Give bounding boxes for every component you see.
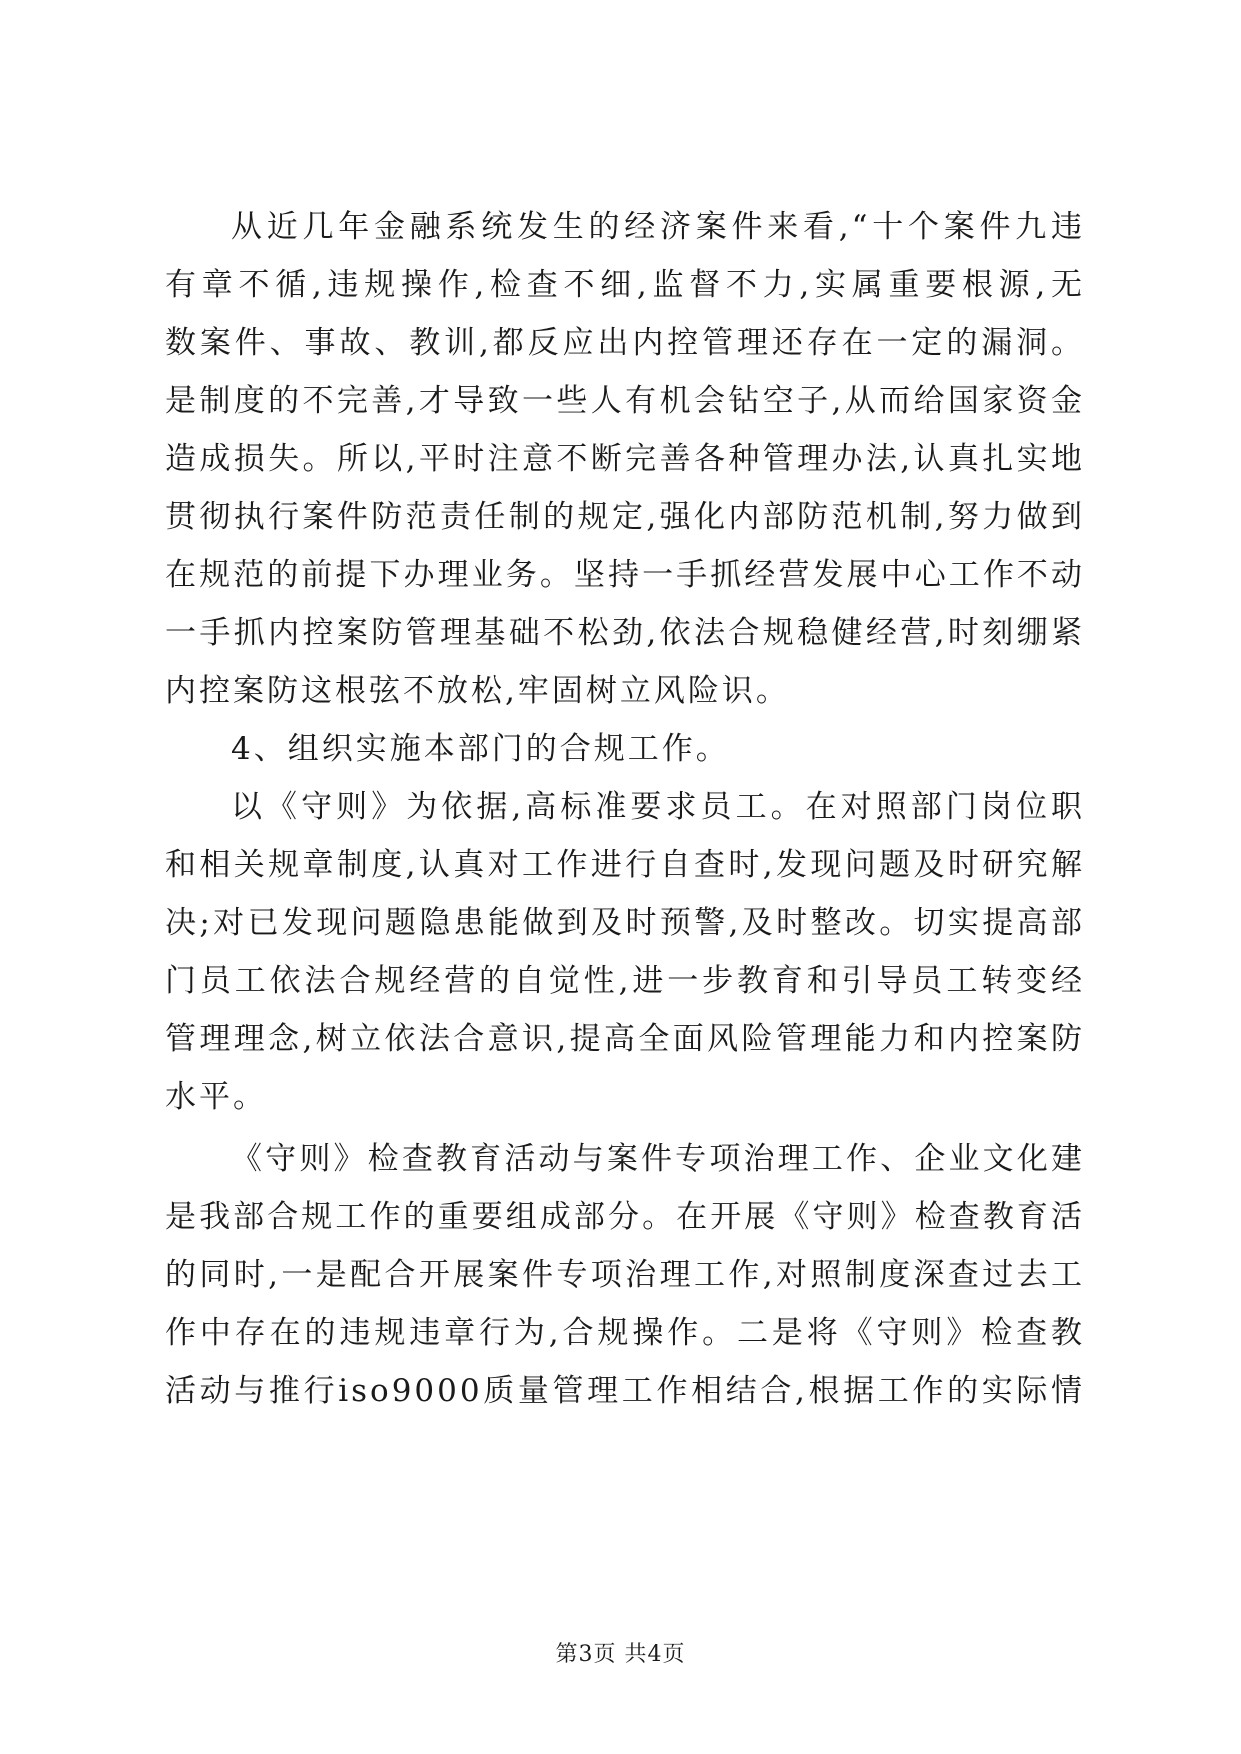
page-number: 第3页 共4页 (555, 1642, 686, 1667)
paragraph (165, 1130, 1085, 1420)
text-line: 贯彻执行案件防范责任制的规定,强化内部防范机制,努力做到 (165, 499, 1085, 535)
text-line: 是制度的不完善,才导致一些人有机会钻空子,从而给国家资金 (165, 383, 1085, 419)
text-line: 活动与推行iso9000质量管理工作相结合,根据工作的实际情 (165, 1373, 1085, 1409)
document-body (165, 198, 1085, 1420)
text-line: 4、组织实施本部门的合规工作。 (231, 731, 730, 767)
text-line: 门员工依法合规经营的自觉性,进一步教育和引导员工转变经 (165, 963, 1085, 999)
text-line: 管理理念,树立依法合意识,提高全面风险管理能力和内控案防 (165, 1021, 1085, 1057)
section-heading (165, 720, 1085, 778)
text-line: 内控案防这根弦不放松,牢固树立风险识。 (165, 673, 790, 709)
text-line: 一手抓内控案防管理基础不松劲,依法合规稳健经营,时刻绷紧 (165, 615, 1085, 651)
text-line: 以《守则》为依据,高标准要求员工。在对照部门岗位职 (231, 789, 1085, 825)
paragraph (165, 778, 1085, 1126)
text-line: 从近几年金融系统发生的经济案件来看,“十个案件九违 (231, 209, 1085, 245)
text-line: 《守则》检查教育活动与案件专项治理工作、企业文化建 (231, 1141, 1085, 1177)
paragraph (165, 198, 1085, 720)
text-line: 有章不循,违规操作,检查不细,监督不力,实属重要根源,无 (165, 267, 1085, 303)
text-line: 造成损失。所以,平时注意不断完善各种管理办法,认真扎实地 (165, 441, 1085, 477)
text-line: 作中存在的违规违章行为,合规操作。二是将《守则》检查教 (165, 1315, 1085, 1351)
text-line: 的同时,一是配合开展案件专项治理工作,对照制度深查过去工 (165, 1257, 1085, 1293)
text-line: 和相关规章制度,认真对工作进行自查时,发现问题及时研究解 (165, 847, 1085, 883)
text-line: 是我部合规工作的重要组成部分。在开展《守则》检查教育活 (165, 1199, 1085, 1235)
page-footer (0, 1640, 1241, 1670)
text-line: 水平。 (165, 1079, 267, 1115)
text-line: 在规范的前提下办理业务。坚持一手抓经营发展中心工作不动 (165, 557, 1085, 593)
text-line: 决;对已发现问题隐患能做到及时预警,及时整改。切实提高部 (165, 905, 1085, 941)
text-line: 数案件、事故、教训,都反应出内控管理还存在一定的漏洞。 (165, 325, 1085, 361)
